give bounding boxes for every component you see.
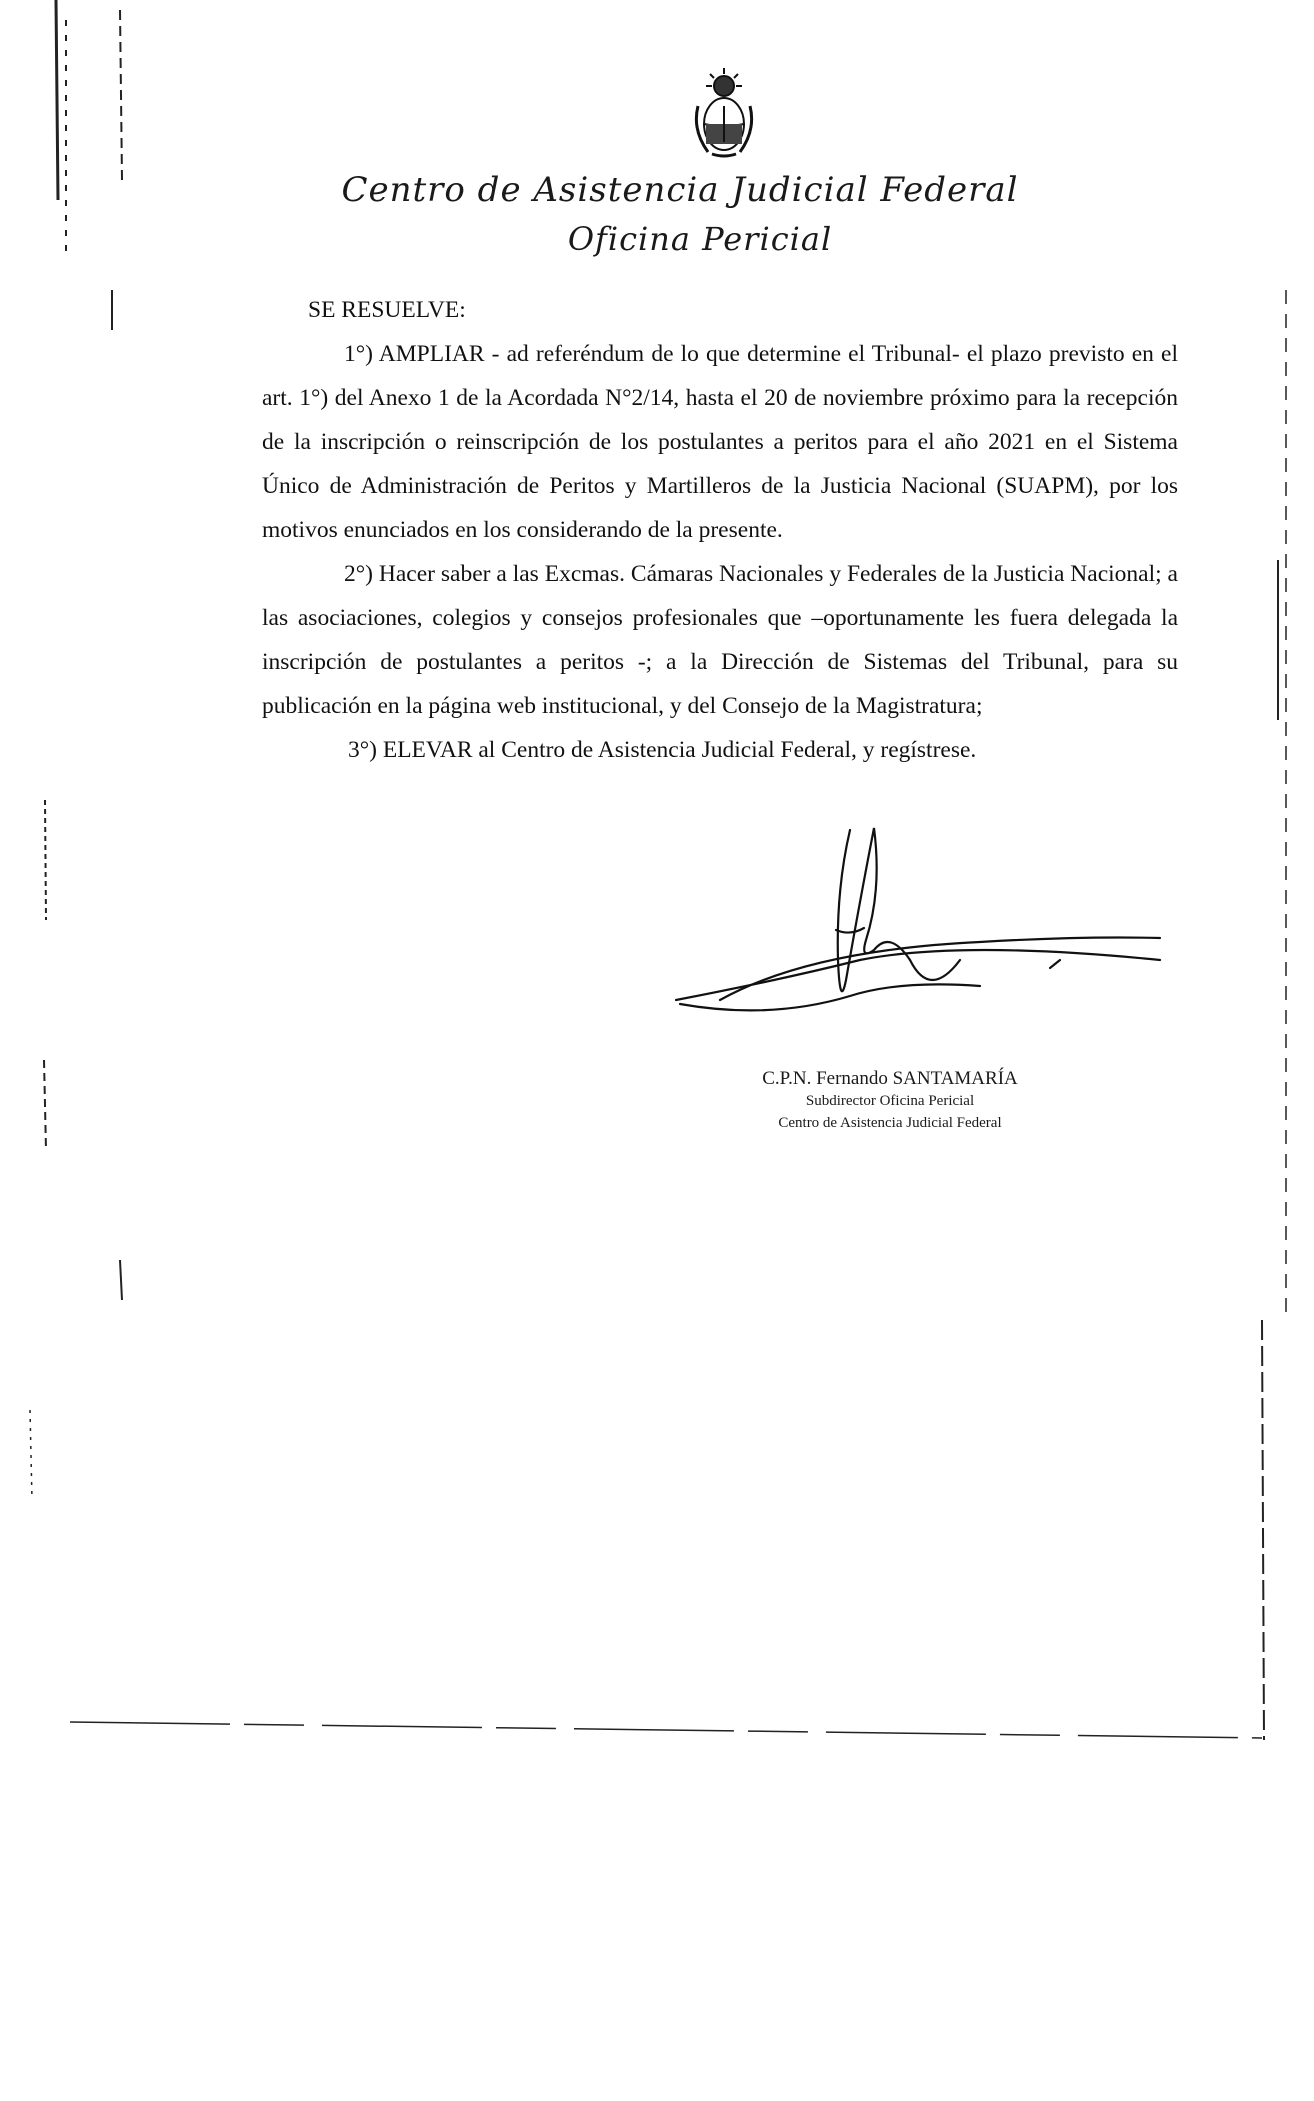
signatory-title: Subdirector Oficina Pericial bbox=[805, 1093, 975, 1109]
signature-block bbox=[700, 1068, 1080, 1134]
resolution-heading: SE RESUELVE: bbox=[308, 297, 466, 323]
resolution-body bbox=[262, 288, 1178, 772]
signatory-name: C.P.N. Fernando SANTAMARÍA bbox=[762, 1068, 1018, 1089]
resolution-item-3: 3°) ELEVAR al Centro de Asistencia Judicial Federal, y regístrese. bbox=[348, 737, 977, 763]
handwritten-signature bbox=[660, 810, 1170, 1050]
signatory-organization: Centro de Asistencia Judicial Federal bbox=[778, 1115, 1002, 1131]
resolution-item-2: 2°) Hacer saber a las Excmas. Cámaras Nacionales y Federales de la Justicia Nacional; a las asociaciones, colegios y consejos profesionales que –oportunamente les fuera delegada la inscripción de postulantes a peritos -; a la Dirección de Sistemas del Tribunal, para su publicación en la página web institucional, y del Consejo de la Magistratura; bbox=[262, 561, 1178, 719]
resolution-item-1: 1°) AMPLIAR - ad referéndum de lo que determine el Tribunal- el plazo previsto en el art. 1°) del Anexo 1 de la Acordada N°2/14, hasta el 20 de noviembre próximo para la recepción de la inscripción o reinscripción de los postulantes a peritos para el año 2021 en el Sistema Único de Administración de Peritos y Martilleros de la Justicia Nacional (SUAPM), por los motivos enunciados en los considerando de la presente. bbox=[262, 341, 1178, 543]
letterhead-institution: Centro de Asistencia Judicial Federal bbox=[341, 170, 1019, 210]
coat-of-arms-emblem bbox=[688, 66, 760, 162]
letterhead-office: Oficina Pericial bbox=[567, 220, 833, 258]
